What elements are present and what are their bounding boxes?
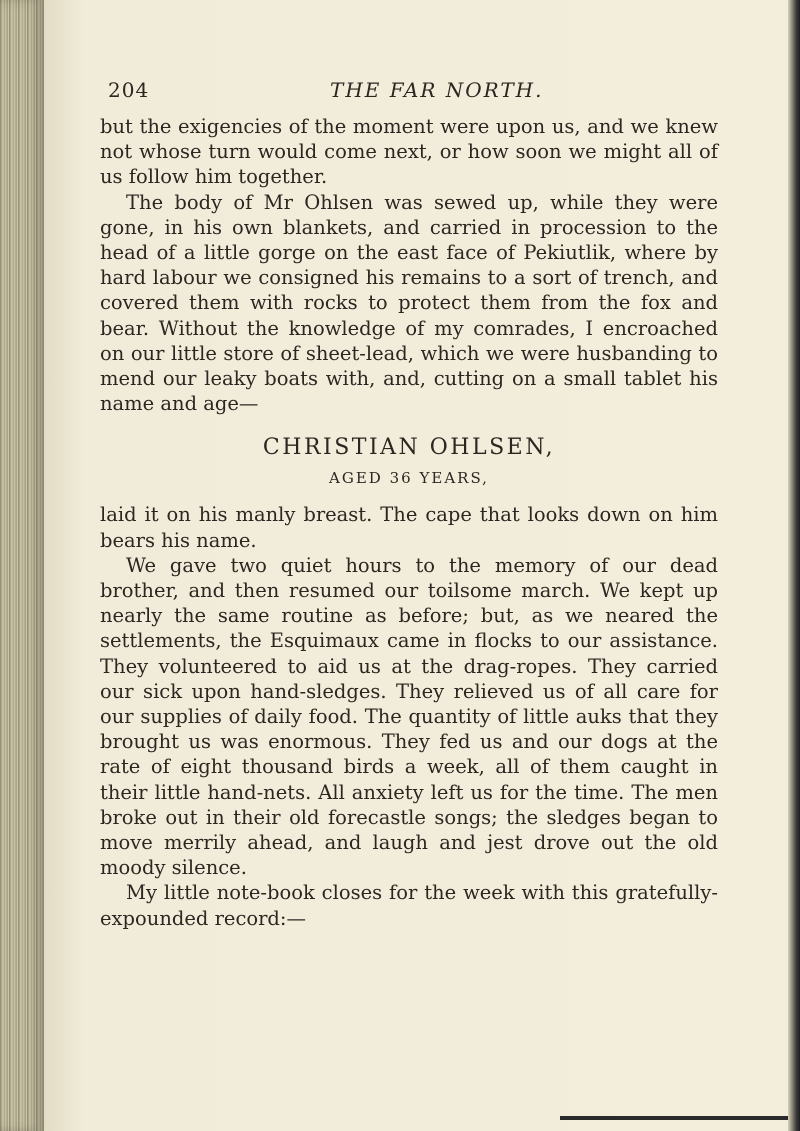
book-spine-edge <box>0 0 44 1131</box>
right-page-edge <box>788 0 800 1131</box>
paragraph-4: We gave two quiet hours to the memory of our dead brother, and then resumed our toilsome march. We kept up nearly the same routine as before; but, as we neared the settlements, the Esquimaux came in flocks to our assistance. They volunteered to aid us at the drag-ropes. They carried our sick upon hand-sledges. They relieved us of all care for our supplies of daily food. The quantity of little auks that they brought us was enormous. They fed us and our dogs at the rate of eight thousand birds a week, all of them caught in their little hand-nets. All anxiety left us for the time. The men broke out in their old forecastle songs; the sledges began to move merrily ahead, and laugh and jest drove out the old moody silence. <box>100 553 718 880</box>
page-bottom-edge <box>560 1116 788 1120</box>
paragraph-3: laid it on his manly breast. The cape that looks down on him bears his name. <box>100 503 718 552</box>
paragraph-2: The body of Mr Ohlsen was sewed up, while they were gone, in his own blankets, and carried in procession to the head of a little gorge on the east face of Pekiutlik, where by hard labour we consigned his remains to a sort of trench, and covered them with rocks to protect them from the fox and bear. Without the knowledge of my comrades, I encroached on our little store of sheet-lead, which we were husbanding to mend our leaky boats with, and, cutting on a small tablet his name and age— <box>100 190 718 416</box>
paragraph-5: My little note-book closes for the week with this gratefully-expounded record:— <box>100 881 718 930</box>
epitaph <box>100 434 718 490</box>
epitaph-name: CHRISTIAN OHLSEN, <box>262 435 556 461</box>
body-text <box>100 114 718 931</box>
page-header <box>108 78 748 108</box>
paragraph-1: but the exigencies of the moment were upon us, and we knew not whose turn would come next, or how soon we might all of us follow him together. <box>100 115 718 189</box>
running-title: THE FAR NORTH. <box>330 78 544 102</box>
epitaph-age: AGED 36 YEARS, <box>329 469 489 488</box>
page-number: 204 <box>108 78 150 102</box>
